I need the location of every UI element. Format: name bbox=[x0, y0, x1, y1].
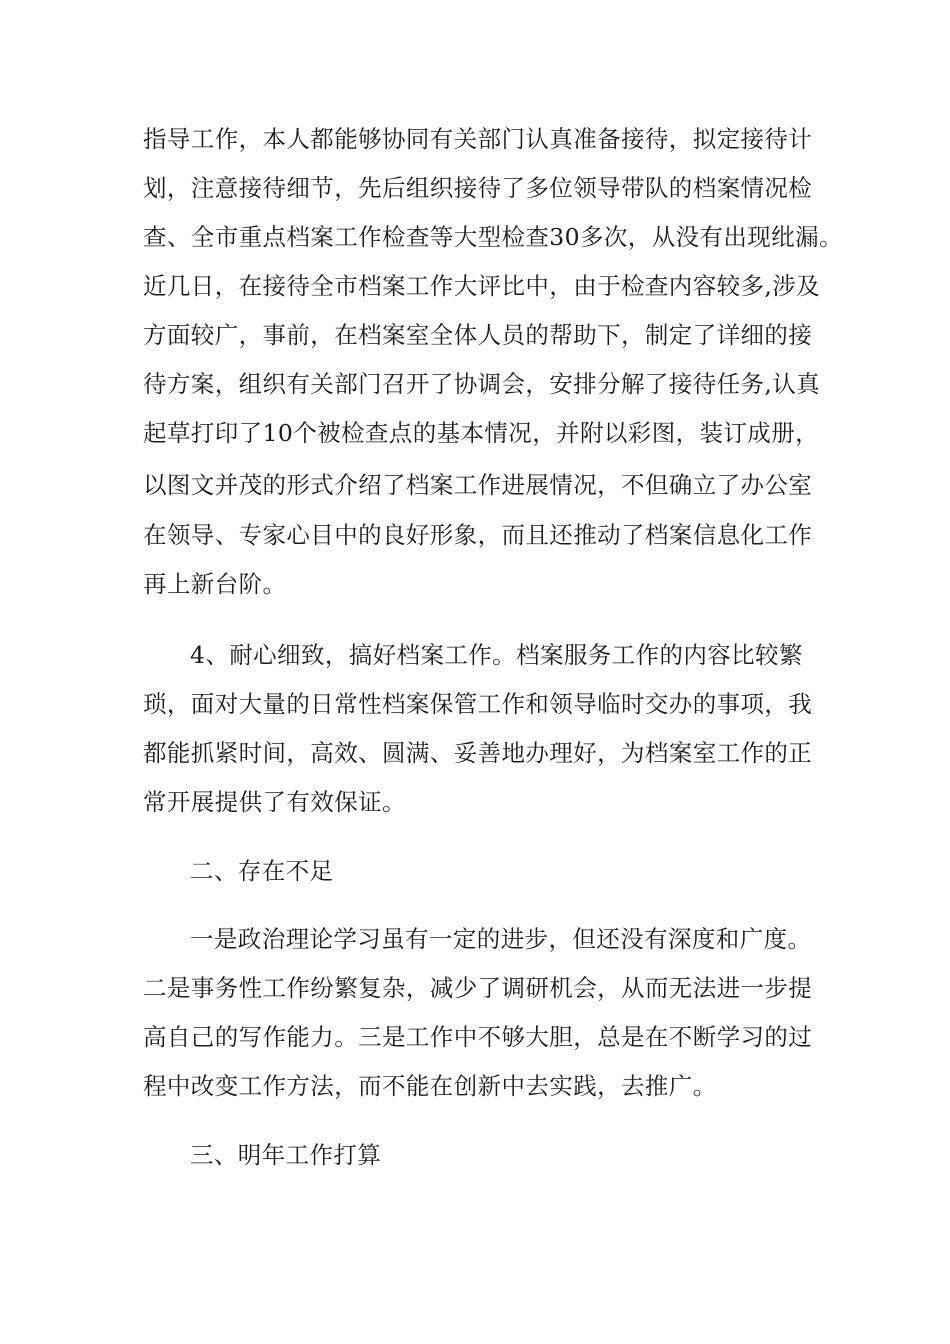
paragraph-2-line: 常开展提供了有效保证。 bbox=[143, 788, 406, 816]
section-heading-shortcomings: 二、存在不足 bbox=[190, 857, 334, 885]
paragraph-3-line: 一是政治理论学习虽有一定的进步，但还没有深度和广度。 bbox=[190, 925, 812, 953]
paragraph-1-line: 再上新台阶。 bbox=[143, 570, 287, 598]
paragraph-3-line: 高自己的写作能力。三是工作中不够大胆，总是在不断学习的过 bbox=[143, 1023, 813, 1051]
paragraph-2-line: 都能抓紧时间，高效、圆满、妥善地办理好，为档案室工作的正 bbox=[143, 739, 813, 767]
paragraph-1-line: 以图文并茂的形式介绍了档案工作进展情况，不但确立了办公室 bbox=[143, 471, 813, 499]
paragraph-1-line: 待方案，组织有关部门召开了协调会，安排分解了接待任务,认真 bbox=[143, 370, 821, 398]
paragraph-1-line: 在领导、专家心目中的良好形象，而且还推动了档案信息化工作 bbox=[143, 521, 813, 549]
section-heading-next-year-plan: 三、明年工作打算 bbox=[190, 1141, 382, 1169]
paragraph-1-line: 指导工作，本人都能够协同有关部门认真准备接待，拟定接待计 bbox=[143, 125, 813, 153]
paragraph-2-line: 琐，面对大量的日常性档案保管工作和领导临时交办的事项，我 bbox=[143, 690, 813, 718]
paragraph-1-line: 起草打印了10个被检查点的基本情况，并附以彩图，装订成册， bbox=[143, 419, 820, 447]
paragraph-1-line: 查、全市重点档案工作检查等大型检查30多次，从没有出现纰漏。 bbox=[143, 223, 843, 251]
paragraph-1-line: 方面较广，事前，在档案室全体人员的帮助下，制定了详细的接 bbox=[143, 321, 813, 349]
paragraph-3-line: 程中改变工作方法，而不能在创新中去实践，去推广。 bbox=[143, 1072, 717, 1100]
paragraph-3-line: 二是事务性工作纷繁复杂，减少了调研机会，从而无法进一步提 bbox=[143, 974, 813, 1002]
paragraph-1-line: 划，注意接待细节，先后组织接待了多位领导带队的档案情况检 bbox=[143, 174, 813, 202]
paragraph-1-line: 近几日，在接待全市档案工作大评比中，由于检查内容较多,涉及 bbox=[143, 272, 821, 300]
paragraph-2-line: 4、耐心细致，搞好档案工作。档案服务工作的内容比较繁 bbox=[190, 641, 803, 669]
